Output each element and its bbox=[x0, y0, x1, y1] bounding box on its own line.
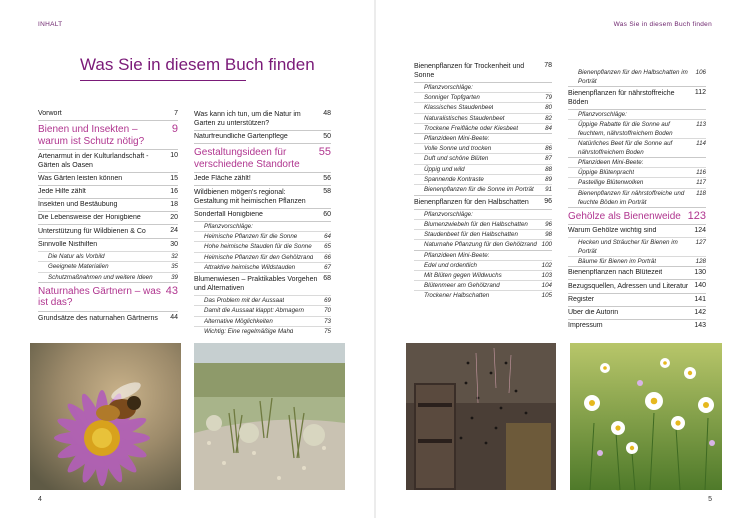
toc-entry-page: 100 bbox=[541, 241, 552, 249]
toc-entry-page: 56 bbox=[323, 175, 331, 182]
toc-entry-title: Wichtig: Eine regelmäßige Mahd bbox=[204, 328, 294, 336]
toc-entry bbox=[194, 252, 331, 262]
toc-entry-page: 127 bbox=[695, 239, 706, 247]
toc-entry-title: Volle Sonne und trocken bbox=[424, 145, 492, 153]
bee-hive-photo bbox=[406, 343, 556, 490]
toc-entry-page: 78 bbox=[544, 62, 552, 69]
toc-entry bbox=[568, 177, 706, 187]
toc-entry bbox=[194, 221, 331, 231]
toc-column-2 bbox=[194, 108, 331, 336]
toc-entry-title: Die Natur als Vorbild bbox=[48, 253, 105, 260]
toc-entry-title: Bienenpflanzen für nährstoffreiche Böden bbox=[568, 90, 675, 106]
toc-entry-title: Blumenwiesen – Praktikables Vorgehen und Alternativen bbox=[194, 276, 318, 293]
toc-entry-page: 32 bbox=[171, 253, 178, 260]
toc-entry-page: 114 bbox=[696, 140, 706, 147]
toc-entry bbox=[414, 92, 552, 102]
toc-entry bbox=[194, 172, 331, 185]
toc-entry-title: Staudenbeet für den Halbschatten bbox=[424, 230, 518, 238]
toc-entry-title: Geeignete Materialien bbox=[48, 263, 109, 271]
toc-entry bbox=[568, 86, 706, 109]
toc-entry-page: 84 bbox=[545, 124, 552, 132]
toc-entry-page: 87 bbox=[545, 155, 552, 163]
toc-entry-title: Jede Hilfe zählt bbox=[38, 188, 86, 195]
toc-entry-page: 58 bbox=[323, 188, 331, 195]
toc-entry-title: Sonderfall Honigbiene bbox=[194, 211, 263, 218]
toc-entry-title: Trockener Halbschatten bbox=[424, 292, 490, 300]
toc-entry-title: Die Lebensweise der Honigbiene bbox=[38, 214, 141, 221]
running-header-right: Was Sie in diesem Buch finden bbox=[613, 21, 712, 28]
toc-entry bbox=[38, 211, 178, 224]
right-page bbox=[376, 0, 750, 518]
toc-entry bbox=[414, 290, 552, 300]
toc-entry bbox=[38, 282, 178, 311]
toc-entry-title: Schutzmaßnahmen und weitere Ideen bbox=[48, 273, 153, 281]
toc-entry bbox=[568, 293, 706, 306]
toc-entry-page: 89 bbox=[545, 176, 552, 184]
toc-entry-page: 124 bbox=[694, 227, 706, 235]
toc-entry bbox=[568, 224, 706, 237]
toc-entry-title: Wildbienen mögen's regional: Gestaltung mit heimischen Pflanzen bbox=[194, 189, 306, 205]
toc-entry bbox=[414, 82, 552, 92]
toc-entry-title: Bienen und Insekten – warum ist Schutz nötig? bbox=[38, 124, 145, 147]
toc-entry-title: Gehölze als Bienenweide bbox=[568, 210, 681, 222]
toc-entry-title: Das Problem mit der Aussaat bbox=[204, 297, 285, 305]
toc-entry-page: 79 bbox=[545, 94, 552, 101]
toc-entry bbox=[414, 195, 552, 209]
toc-entry-title: Bienenpflanzen für Trockenheit und Sonne bbox=[414, 63, 525, 79]
toc-entry-title: Spannende Kontraste bbox=[424, 176, 484, 184]
toc-entry-title: Hecken und Sträucher für Bienen im Porträt bbox=[578, 239, 678, 256]
toc-entry bbox=[194, 208, 331, 221]
toc-entry-page: 141 bbox=[694, 296, 706, 304]
toc-entry-title: Hohe heimische Stauden für die Sonne bbox=[204, 243, 312, 251]
toc-entry-title: Sonniger Topfgarten bbox=[424, 94, 480, 101]
toc-entry-title: Naturalistisches Staudenbeet bbox=[424, 114, 505, 122]
toc-entry bbox=[568, 237, 706, 256]
toc-entry-title: Üppige Blütenpracht bbox=[578, 169, 635, 176]
toc-entry-page: 7 bbox=[174, 110, 178, 117]
toc-entry-title: Üppig und wild bbox=[424, 165, 465, 173]
toc-entry bbox=[568, 266, 706, 279]
toc-entry-page: 69 bbox=[324, 297, 331, 305]
toc-entry-title: Impressum bbox=[568, 322, 603, 330]
toc-entry-page: 104 bbox=[541, 282, 552, 290]
daisy-meadow-photo bbox=[570, 343, 722, 490]
toc-entry-page: 116 bbox=[696, 169, 706, 176]
toc-entry-page: 112 bbox=[694, 89, 706, 96]
toc-entry-title: Pflanzvorschläge: bbox=[204, 223, 253, 230]
toc-entry-title: Was Gärten leisten können bbox=[38, 175, 123, 182]
toc-entry bbox=[568, 279, 706, 293]
toc-entry-title: Duft und schöne Blüten bbox=[424, 155, 489, 163]
toc-entry-page: 82 bbox=[545, 114, 552, 122]
toc-entry bbox=[414, 60, 552, 82]
toc-entry-title: Naturnahe Pflanzung für den Gehölzrand bbox=[424, 241, 537, 249]
toc-entry bbox=[414, 239, 552, 249]
toc-entry-title: Register bbox=[568, 296, 595, 304]
toc-entry bbox=[414, 260, 552, 270]
toc-entry bbox=[38, 172, 178, 185]
toc-entry-title: Pflanzideen Mini-Beete: bbox=[424, 135, 490, 143]
toc-entry-page: 24 bbox=[170, 227, 178, 234]
toc-entry-page: 91 bbox=[545, 186, 552, 194]
toc-entry bbox=[38, 198, 178, 211]
toc-entry-title: Klassisches Staudenbeet bbox=[424, 104, 494, 112]
toc-entry bbox=[414, 270, 552, 280]
toc-column-3 bbox=[414, 60, 552, 301]
toc-entry-page: 68 bbox=[323, 275, 331, 283]
toc-entry-title: Alternative Möglichkeiten bbox=[204, 317, 273, 325]
toc-entry-title: Jede Fläche zählt! bbox=[194, 175, 251, 182]
toc-entry-page: 105 bbox=[541, 292, 552, 300]
toc-entry bbox=[38, 185, 178, 198]
toc-entry-page: 113 bbox=[696, 121, 706, 128]
toc-entry bbox=[194, 108, 331, 130]
toc-entry bbox=[414, 174, 552, 184]
toc-entry-title: Artenarmut in der Kulturlandschaft - Gärten als Oasen bbox=[38, 153, 149, 169]
toc-entry bbox=[38, 272, 178, 282]
bee-on-aster-photo bbox=[30, 343, 181, 490]
toc-entry-page: 123 bbox=[687, 209, 706, 222]
toc-entry bbox=[414, 113, 552, 123]
toc-entry-title: Bienenpflanzen für den Halbschatten im Porträt bbox=[578, 69, 688, 85]
toc-entry bbox=[414, 143, 552, 153]
toc-column-1 bbox=[38, 108, 178, 325]
toc-entry-page: 143 bbox=[694, 322, 706, 330]
toc-entry bbox=[194, 130, 331, 143]
toc-entry bbox=[38, 149, 178, 172]
toc-entry-title: Pflanzideen Mini-Beete: bbox=[424, 251, 490, 259]
toc-entry-title: Pflanzideen Mini-Beete: bbox=[578, 159, 644, 166]
toc-entry-page: 102 bbox=[541, 261, 552, 269]
toc-entry-page: 96 bbox=[544, 197, 552, 205]
toc-entry bbox=[194, 326, 331, 336]
toc-entry-page: 50 bbox=[323, 133, 331, 140]
page-number-right: 5 bbox=[708, 496, 712, 503]
left-page bbox=[0, 0, 374, 518]
toc-entry-page: 10 bbox=[170, 152, 178, 159]
toc-entry bbox=[568, 119, 706, 138]
toc-entry-page: 9 bbox=[171, 123, 178, 135]
toc-entry-page: 15 bbox=[170, 175, 178, 182]
toc-entry-page: 70 bbox=[324, 307, 331, 315]
toc-entry bbox=[414, 164, 552, 174]
toc-entry-page: 67 bbox=[324, 263, 331, 271]
toc-entry bbox=[194, 143, 331, 172]
toc-entry bbox=[568, 167, 706, 177]
toc-entry bbox=[568, 256, 706, 266]
toc-entry-page: 128 bbox=[695, 258, 706, 266]
toc-entry bbox=[194, 305, 331, 315]
toc-entry bbox=[414, 219, 552, 229]
toc-entry bbox=[568, 138, 706, 157]
toc-entry-page: 142 bbox=[694, 309, 706, 317]
toc-entry-title: Bäume für Bienen im Porträt bbox=[578, 258, 657, 266]
toc-entry bbox=[568, 319, 706, 332]
toc-entry bbox=[568, 68, 706, 86]
toc-entry bbox=[414, 209, 552, 219]
toc-entry bbox=[414, 133, 552, 143]
toc-entry-title: Grundsätze des naturnahen Gärtnerns bbox=[38, 314, 158, 322]
toc-entry-page: 118 bbox=[696, 189, 706, 197]
toc-entry bbox=[194, 185, 331, 208]
toc-entry bbox=[414, 153, 552, 163]
toc-entry-title: Naturfreundliche Gartenpflege bbox=[194, 133, 288, 140]
toc-entry-page: 18 bbox=[170, 201, 178, 208]
toc-entry-title: Damit die Aussaat klappt: Abmagern bbox=[204, 307, 304, 315]
toc-entry-title: Pflanzvorschläge: bbox=[424, 84, 473, 91]
toc-entry-title: Sinnvolle Nisthilfen bbox=[38, 241, 98, 248]
toc-entry-title: Üppige Rabatte für die Sonne auf feuchtem, nährstoffreichem Boden bbox=[578, 121, 673, 137]
toc-entry-title: Was kann ich tun, um die Natur im Garten zu unterstützen? bbox=[194, 111, 301, 127]
toc-entry bbox=[414, 102, 552, 112]
toc-entry bbox=[194, 241, 331, 251]
toc-entry-title: Bienenpflanzen nach Blütezeit bbox=[568, 269, 663, 277]
toc-entry bbox=[38, 120, 178, 149]
toc-entry-title: Blumenzwiebeln für den Halbschatten bbox=[424, 220, 528, 228]
toc-entry-page: 20 bbox=[170, 214, 178, 221]
toc-entry-page: 117 bbox=[696, 179, 706, 187]
toc-entry-page: 140 bbox=[694, 282, 706, 290]
toc-entry-page: 48 bbox=[323, 110, 331, 117]
toc-entry-title: Attraktive heimische Wildstauden bbox=[204, 263, 296, 271]
toc-entry-title: Blütenmeer am Gehölzrand bbox=[424, 282, 500, 290]
toc-column-4 bbox=[568, 68, 706, 332]
toc-entry-page: 65 bbox=[324, 243, 331, 251]
toc-entry-title: Pastellige Blütenwolken bbox=[578, 179, 644, 187]
toc-entry-title: Gestaltungsideen für verschiedene Standorte bbox=[194, 147, 300, 170]
toc-entry-page: 103 bbox=[541, 271, 552, 279]
toc-entry-page: 16 bbox=[170, 188, 178, 195]
toc-entry-title: Unterstützung für Wildbienen & Co bbox=[38, 228, 146, 235]
toc-entry-page: 66 bbox=[324, 253, 331, 261]
toc-entry-title: Warum Gehölze wichtig sind bbox=[568, 227, 657, 235]
toc-entry-title: Edel und ordentlich bbox=[424, 261, 477, 269]
toc-entry-title: Bienenpflanzen für die Sonne im Porträt bbox=[424, 186, 534, 194]
toc-entry bbox=[414, 250, 552, 260]
toc-entry bbox=[38, 261, 178, 271]
running-header-left: INHALT bbox=[38, 21, 63, 28]
toc-entry-page: 96 bbox=[545, 220, 552, 228]
toc-entry-page: 55 bbox=[318, 146, 331, 158]
toc-entry-page: 98 bbox=[545, 230, 552, 238]
title-underline bbox=[80, 80, 246, 81]
toc-entry bbox=[194, 272, 331, 295]
toc-entry bbox=[194, 316, 331, 326]
toc-entry bbox=[38, 224, 178, 238]
toc-entry-title: Heimische Pflanzen für den Gehölzrand bbox=[204, 253, 314, 261]
toc-entry-page: 75 bbox=[324, 328, 331, 336]
page-number-left: 4 bbox=[38, 496, 42, 503]
toc-entry-page: 30 bbox=[170, 241, 178, 248]
toc-entry-title: Pflanzvorschläge: bbox=[578, 111, 627, 118]
toc-entry-title: Mit Blüten gegen Wildwuchs bbox=[424, 271, 502, 279]
toc-entry-page: 44 bbox=[170, 313, 178, 321]
toc-entry-page: 43 bbox=[165, 284, 178, 297]
toc-entry bbox=[414, 229, 552, 239]
toc-entry-page: 130 bbox=[694, 269, 706, 277]
toc-entry-page: 64 bbox=[324, 233, 331, 240]
toc-entry-title: Trockene Freifläche oder Kiesbeet bbox=[424, 124, 519, 132]
toc-entry-title: Bezugsquellen, Adressen und Literatur bbox=[568, 283, 689, 291]
toc-entry bbox=[568, 188, 706, 207]
toc-entry-title: Heimische Pflanzen für die Sonne bbox=[204, 233, 298, 240]
toc-entry bbox=[194, 295, 331, 305]
toc-entry bbox=[194, 262, 331, 272]
toc-entry bbox=[414, 280, 552, 290]
toc-entry-page: 80 bbox=[545, 104, 552, 112]
toc-entry-page: 35 bbox=[171, 263, 178, 271]
toc-entry-page: 86 bbox=[545, 145, 552, 153]
toc-entry-page: 106 bbox=[695, 69, 706, 76]
toc-entry-title: Insekten und Bestäubung bbox=[38, 201, 118, 208]
toc-entry-title: Bienenpflanzen für den Halbschatten bbox=[414, 198, 529, 206]
toc-entry bbox=[38, 251, 178, 261]
toc-entry bbox=[38, 238, 178, 251]
toc-entry-title: Bienenpflanzen für nährstoffreiche und feuchte Böden im Porträt bbox=[578, 189, 685, 206]
toc-entry bbox=[568, 109, 706, 119]
toc-entry bbox=[414, 123, 552, 133]
toc-entry-page: 39 bbox=[171, 273, 178, 281]
toc-entry-title: Pflanzvorschläge: bbox=[424, 210, 473, 218]
toc-entry-title: Naturnahes Gärtnern – was ist das? bbox=[38, 285, 161, 309]
toc-entry bbox=[568, 306, 706, 319]
gravel-garden-photo bbox=[194, 343, 345, 490]
toc-entry-title: Natürliches Beet für die Sonne auf nährstoffreichem Boden bbox=[578, 140, 673, 156]
toc-entry bbox=[194, 231, 331, 241]
toc-entry-title: Über die Autorin bbox=[568, 309, 619, 317]
toc-entry-page: 88 bbox=[545, 165, 552, 173]
toc-entry bbox=[38, 311, 178, 325]
toc-entry-page: 60 bbox=[323, 211, 331, 218]
toc-entry bbox=[38, 108, 178, 120]
toc-entry bbox=[568, 207, 706, 225]
toc-entry-page: 73 bbox=[324, 317, 331, 325]
toc-entry-title: Vorwort bbox=[38, 110, 62, 117]
toc-entry bbox=[414, 184, 552, 194]
toc-entry bbox=[568, 157, 706, 167]
page-title: Was Sie in diesem Buch finden bbox=[80, 55, 315, 74]
